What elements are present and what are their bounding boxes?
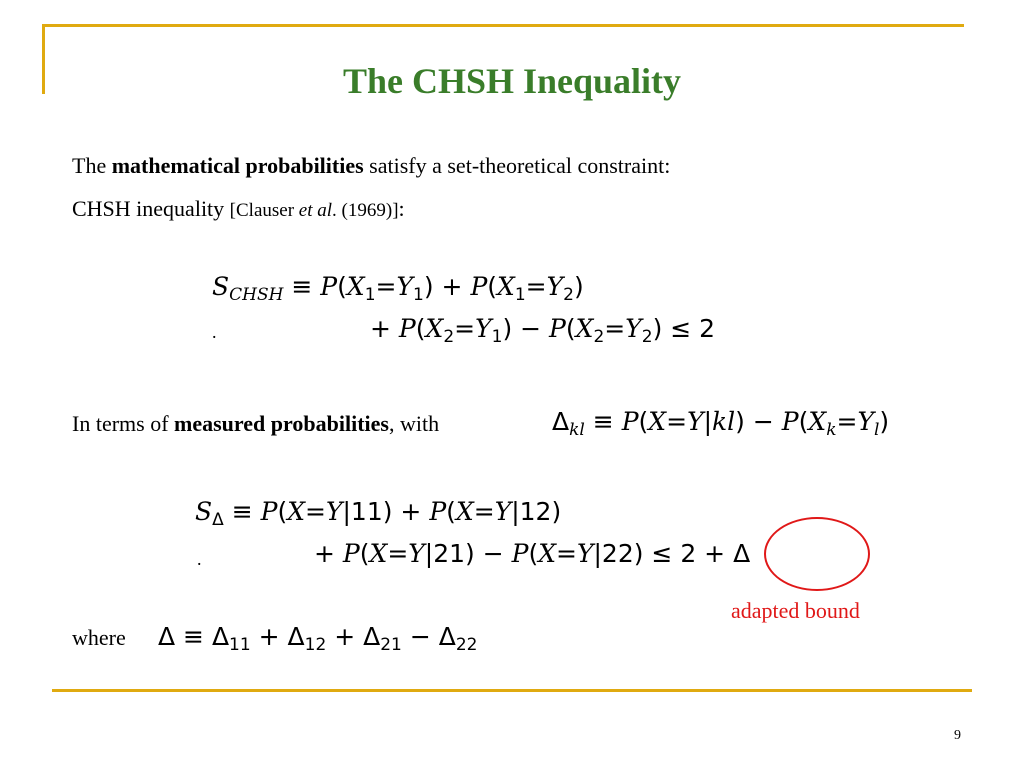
- bottom-frame-line: [52, 689, 972, 692]
- measured-intro-start: In terms of: [72, 411, 175, 436]
- citation-prefix: [Clauser: [229, 200, 299, 221]
- citation-italic: et al: [298, 200, 333, 221]
- measured-intro-bold: measured probabilities: [174, 411, 389, 436]
- top-frame-line: [42, 24, 964, 27]
- intro-line-1-start: The: [72, 153, 112, 178]
- adapted-bound-label: adapted bound: [731, 598, 860, 623]
- intro-line-2-end: :: [398, 196, 405, 221]
- page-number: 9: [954, 728, 961, 743]
- slide-title: The CHSH Inequality: [342, 61, 682, 101]
- delta-equation-line-2: + P(X=Y|21) − P(X=Y|22) ≤ 2 + Δ: [314, 539, 751, 568]
- equation-1-dot: .: [212, 322, 217, 342]
- adapted-bound-circle: [764, 517, 870, 591]
- chsh-equation-line-2: + $P(X_2=Y_1) - P(X_2=Y_2) \le 2$: [370, 314, 716, 347]
- intro-line-2: [72, 196, 405, 222]
- equation-2-dot: .: [197, 549, 202, 569]
- intro-line-1-end: satisfy a set-theoretical constraint:: [363, 153, 671, 178]
- where-label: where: [72, 625, 126, 650]
- delta-sum-definition: $\Delta \equiv \Delta_{11} + \Delta_{12} + \Delta_{21} - \Delta_{22}$: [158, 622, 478, 655]
- citation-suffix: . (1969)]: [332, 200, 399, 221]
- delta-kl-definition: $\Delta_{kl} \equiv P(X=Y|kl) - P(X_k=Y_l)$: [552, 407, 890, 440]
- delta-equation-line-1: $S_\Delta \equiv P(X=Y|11) + P(X=Y|12)$: [195, 497, 562, 530]
- citation: [230, 200, 399, 221]
- intro-line-1: [72, 153, 670, 179]
- measured-intro-end: , with: [388, 411, 440, 436]
- intro-line-2-text: CHSH inequality: [72, 196, 230, 221]
- measured-intro: [72, 411, 439, 437]
- chsh-equation-line-1: $S_{CHSH} \equiv P(X_1=Y_1) + P(X_1=Y_2)$: [212, 272, 584, 305]
- intro-line-1-bold: mathematical probabilities: [111, 153, 364, 178]
